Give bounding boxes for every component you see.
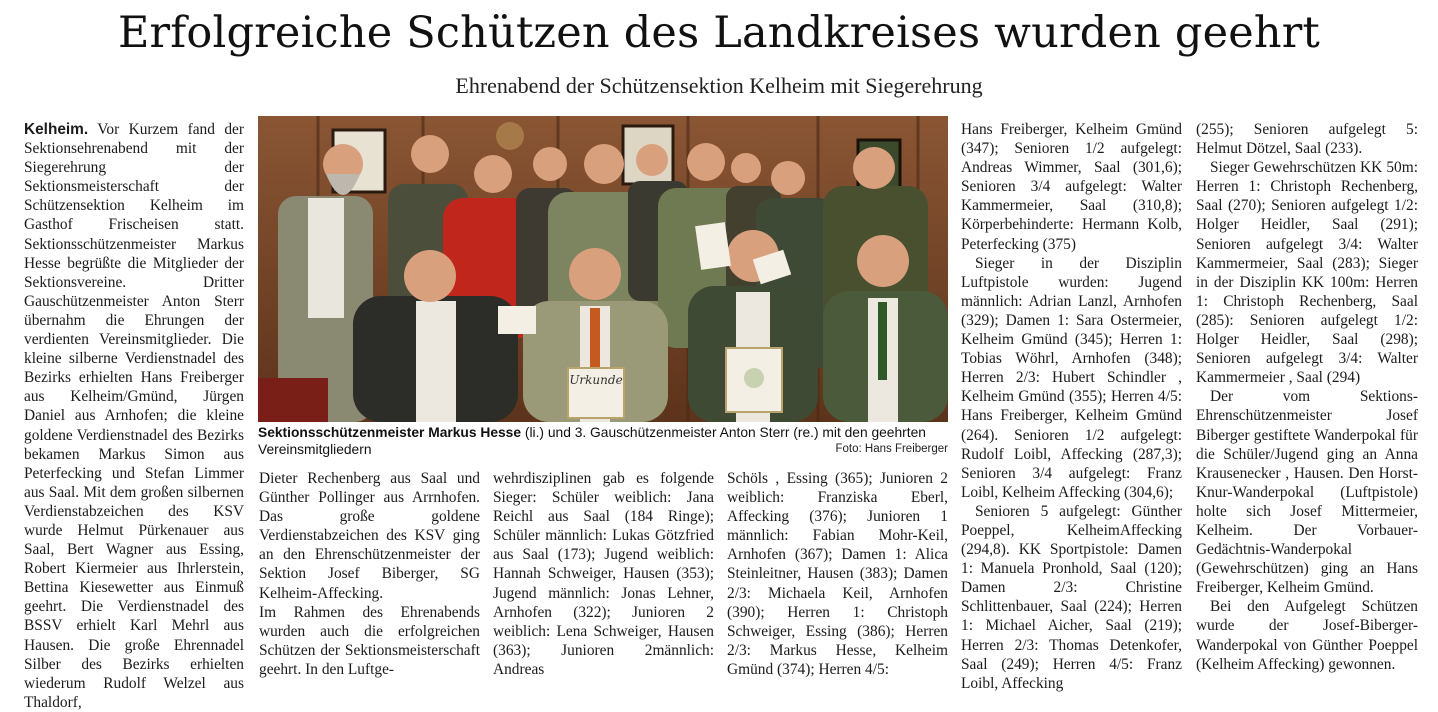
wall-ornament <box>496 122 524 150</box>
article-column-4 <box>727 469 948 679</box>
article-subheadline: Ehrenabend der Schützensektion Kelheim mit Siegerehrung <box>455 73 983 98</box>
article-column-1 <box>24 120 244 712</box>
column-5-para-2: Sieger in der Disziplin Luftpistole wurden: Jugend männlich: Adrian Lanzl, Arnhofen (329); Damen 1: Sara Ostermeier, Kelheim Gmünd (345); Herren 1: Tobias Wöhrl, Arnhofen (348); Herren 2/3: Hubert Schindler , Kelheim Gmünd (355); Herren 4/5: Hans Freiberger, Kelheim Gmünd (264). Senioren 1/2 aufgelegt: Rudolf Loibl, Affecking (287,3); Senioren 3/4 aufgelegt: Franz Loibl, Kelheim Affecking (304,6); <box>961 254 1182 501</box>
article-column-5 <box>961 120 1182 693</box>
article-column-3 <box>493 469 714 679</box>
photo-caption <box>258 424 948 458</box>
column-1-text: Vor Kurzem fand der Sektionsehrenabend mit der Siegerehrung der Sektionsmeisterschaft der Schützensektion Kelheim im Gasthof Frischeisen statt. Sektionsschützenmeister Markus Hesse begrüßte die Mitglieder der Sektionsvereine. Dritter Gauschützenmeister Anton Sterr übernahm die Ehrungen der verdienten Vereinsmitglieder. Die kleine silberne Verdienstnadel des Bezirks erhielten Hans Freiberger aus Kelheim/Gmünd, Jürgen Daniel aus Arnhofen; die kleine goldene Verdienstnadel des Bezirks bekamen Markus Simon aus Peterfecking und Stefan Limmer aus Saal. Mit dem großen silbernen Verdienstabzeichen des KSV wurde Helmut Pürkenauer aus Saal, Bert Wagner aus Essing, Robert Kiermeier aus Ihrlerstein, Bettina Kiesewetter aus Einmuß geehrt. Die Verdienstnadel des BSSV erhielt Karl Mehrl aus Hausen. Die große Ehrennadel Silber des Bezirks erhielten wiederum Rudolf Welzel aus Thaldorf, <box>24 121 244 711</box>
column-2-para-1: Dieter Rechenberg aus Saal und Günther Pollinger aus Arrnhofen. Das große goldene Verdienstabzeichen des KSV ging an den Ehrenschützenmeister der Sektion Josef Biberger, SG Kelheim-Affecking. <box>259 470 480 602</box>
group-photo <box>258 116 948 422</box>
article-headline: Erfolgreiche Schützen des Landkreises wurden geehrt <box>117 8 1321 58</box>
article-column-2 <box>259 469 480 679</box>
chair-red <box>258 378 328 422</box>
column-4-text: Schöls , Essing (365); Junioren 2 weiblich: Franziska Eberl, Affecking (376); Junioren 1 männlich: Fabian Mohr-Keil, Arnhofen (367); Damen 1: Alica Steinleitner, Hausen (383); Damen 2/3: Michaela Keil, Arnhofen (390); Herren 1: Christoph Schweiger, Essing (386); Herren 2/3: Markus Hesse, Kelheim Gmünd (374); Herren 4/5: <box>727 470 948 678</box>
caption-text: (li.) und 3. Gauschützenmeister Anton Sterr (re.) mit den geehrten Vereinsmitgliedern <box>258 425 926 457</box>
column-6-para-1: (255); Senioren aufgelegt 5: Helmut Dötzel, Saal (233). <box>1196 121 1418 158</box>
column-2-para-2: Im Rahmen des Ehrenabends wurden auch die erfolgreichen Schützen der Sektionsmeisterschaft geehrt. In den Luftge- <box>259 603 480 678</box>
group-photo-illustration <box>258 116 948 422</box>
column-5-para-1: Hans Freiberger, Kelheim Gmünd (347); Senioren 1/2 aufgelegt: Andreas Wimmer, Saal (301,6); Senioren 3/4 aufgelegt: Walter Kammermeier, Saal (310,8); Körperbehinderte: Hermann Kolb, Peterfecking (375) <box>961 121 1182 253</box>
column-3-text: wehrdisziplinen gab es folgende Sieger: Schüler weiblich: Jana Reichl aus Saal (184 Ringe); Schüler männlich: Lukas Götzfried aus Saal (173); Jugend weiblich: Hannah Schweiger, Hausen (353); Jugend männlich: Jonas Lehner, Arnhofen (322); Junioren 2 weiblich: Lena Schweiger, Hausen (363); Junioren 2männlich: Andreas <box>493 470 714 678</box>
column-6-para-4: Bei den Aufgelegt Schützen wurde der Josef-Biberger-Wanderpokal von Günther Poeppel (Kelheim Affecking) gewonnen. <box>1196 598 1418 673</box>
column-6-para-2: Sieger Gewehrschützen KK 50m: Herren 1: Christoph Rechenberg, Saal (270); Senioren aufgelegt 1/2: Holger Heidler, Saal (291); Senioren aufgelegt 3/4: Walter Kammermeier, Saal (283); Sieger in der Disziplin KK 100m: Herren 1: Christoph Rechenberg, Saal (285): Senioren aufgelegt 1/2: Holger Heidler, Saal (298); Senioren aufgelegt 3/4: Walter Kammermeier , Saal (294) <box>1196 159 1418 387</box>
column-5-para-3: Senioren 5 aufgelegt: Günther Poeppel, KelheimAffecking (294,8). KK Sportpistole: Damen 1: Manuela Pronhold, Saal (120); Damen 2/3: Christine Schlittenbauer, Saal (224); Herren 1: Michael Aicher, Saal (219); Herren 2/3: Thomas Detenkofer, Saal (249); Herren 4/5: Franz Loibl, Affecking <box>961 502 1182 692</box>
certificate-label: Urkunde <box>569 373 623 387</box>
caption-bold: Sektionsschützenmeister Markus Hesse <box>258 425 522 440</box>
article-column-6 <box>1196 120 1418 674</box>
dateline: Kelheim. <box>24 121 89 138</box>
photo-credit: Foto: Hans Freiberger <box>835 443 948 455</box>
column-6-para-3: Der vom Sektions-Ehrenschützenmeister Josef Biberger gestiftete Wanderpokal für die Schüler/Jugend ging an Anna Krausenecker , Hausen. Den Horst-Knur-Wanderpokal (Luftpistole) holte sich Josef Mittermeier, Kelheim. Der Vorbauer-Gedächtnis-Wanderpokal (Gewehrschützen) ging an Hans Freiberger, Kelheim Gmünd. <box>1196 388 1418 597</box>
